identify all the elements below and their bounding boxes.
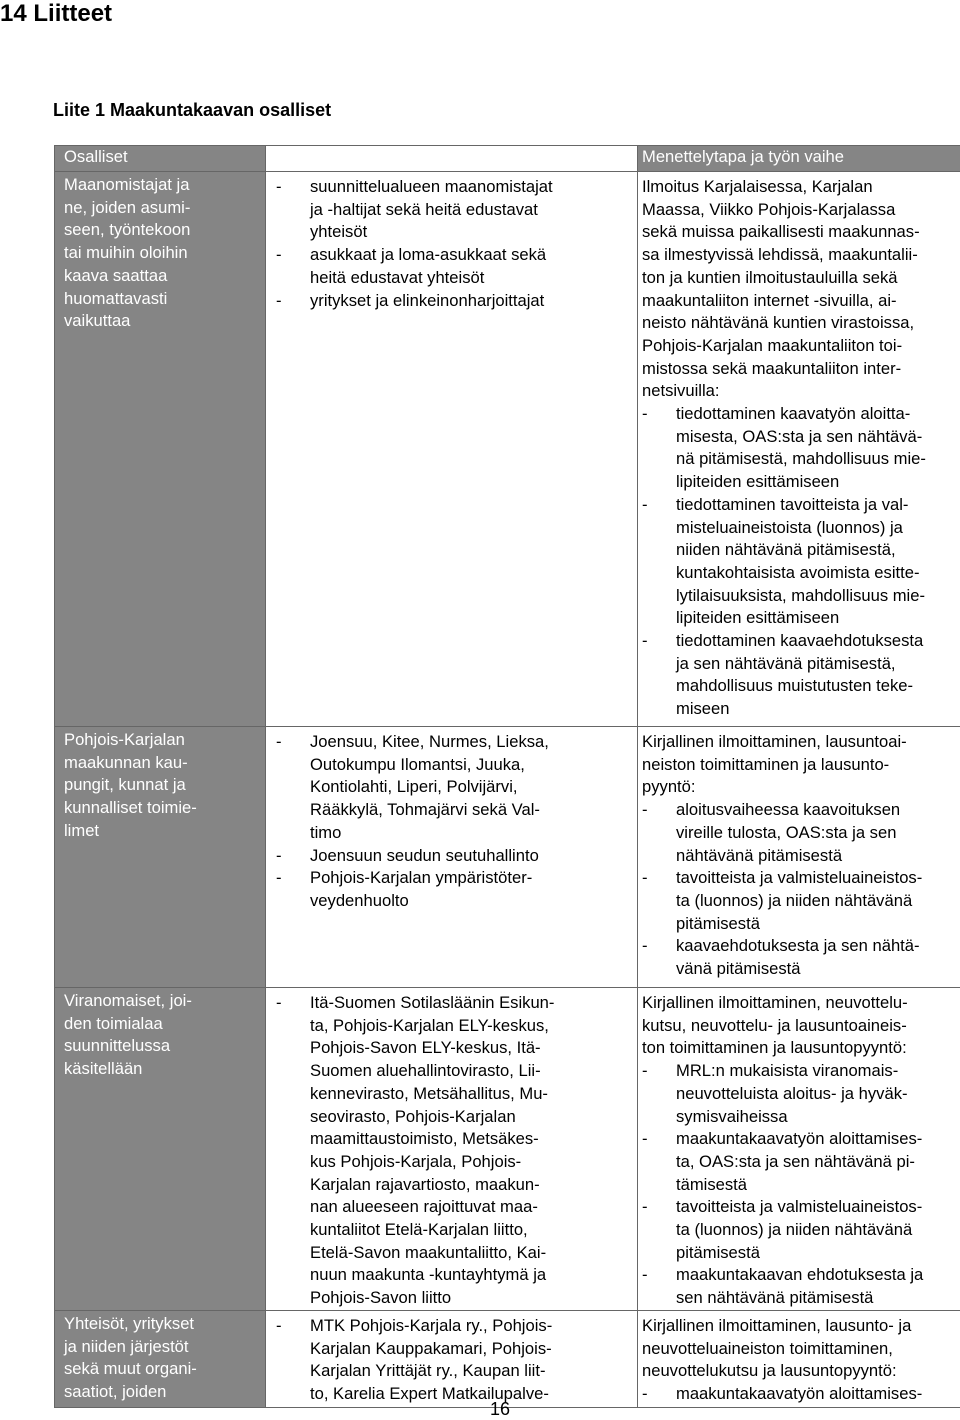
procedure-cell	[638, 727, 960, 988]
table-row	[55, 727, 960, 988]
header-empty-cell	[266, 146, 638, 172]
appendix-title: Liite 1 Maakuntakaavan osalliset	[53, 99, 331, 121]
list-item: - yritykset ja elinkeinonharjoittajat	[276, 290, 633, 313]
parties-cell	[266, 172, 638, 727]
list-item: - tiedottaminen kaavatyön aloitta- misesta, OAS:sta ja sen nähtävä- nä pitämisestä, mahdollisuus mie- lipiteiden esittämiseen	[642, 403, 960, 494]
procedure-intro: Kirjallinen ilmoittaminen, neuvottelu- kutsu, neuvottelu- ja lausuntoaineis- ton toimittaminen ja lausuntopyyntö:	[642, 992, 960, 1060]
stakeholder-table	[54, 145, 960, 1408]
list-item: - suunnittelualueen maanomistajat ja -haltijat sekä heitä edustavat yhteisöt	[276, 176, 633, 244]
list-item: - tavoitteista ja valmisteluaineistos- ta (luonnos) ja niiden nähtävänä pitämisestä	[642, 867, 960, 935]
parties-cell	[266, 727, 638, 988]
list-item: - asukkaat ja loma-asukkaat sekä heitä edustavat yhteisöt	[276, 244, 633, 289]
list-item: - Pohjois-Karjalan ympäristöter- veydenhuolto	[276, 867, 633, 912]
group-cell: Yhteisöt, yritykset ja niiden järjestöt sekä muut organi- saatiot, joiden	[55, 1311, 266, 1408]
list-item: - MRL:n mukaisista viranomais- neuvotteluista aloitus- ja hyväk- symisvaiheissa	[642, 1060, 960, 1128]
list-item: - maakuntakaavatyön aloittamises- ta, OAS:sta ja sen nähtävänä pi- tämisestä	[642, 1128, 960, 1196]
list-item: - tiedottaminen tavoitteista ja val- misteluaineistoista (luonnos) ja niiden nähtävänä pitämisestä, kuntakohtaisista avoimista esitte- lytilaisuuksista, mahdollisuus mie- lipiteiden esittämiseen	[642, 494, 960, 630]
list-item: - kaavaehdotuksesta ja sen nähtä- vänä pitämisestä	[642, 935, 960, 980]
group-cell: Viranomaiset, joi- den toimialaa suunnittelussa käsitellään	[55, 988, 266, 1311]
header-osalliset: Osalliset	[55, 146, 266, 172]
table-row	[55, 1311, 960, 1408]
list-item: - tiedottaminen kaavaehdotuksesta ja sen nähtävänä pitämisestä, mahdollisuus muistutusten teke- miseen	[642, 630, 960, 721]
list-item: - Joensuu, Kitee, Nurmes, Lieksa, Outokumpu Ilomantsi, Juuka, Kontiolahti, Liperi, Polvijärvi, Rääkkylä, Tohmajärvi sekä Val- timo	[276, 731, 633, 845]
procedure-cell	[638, 988, 960, 1311]
header-menettelytapa: Menettelytapa ja työn vaihe	[638, 146, 960, 172]
group-cell: Pohjois-Karjalan maakunnan kau- pungit, kunnat ja kunnalliset toimie- limet	[55, 727, 266, 988]
group-cell: Maanomistajat ja ne, joiden asumi- seen, työntekoon tai muihin oloihin kaava saattaa huomattavasti vaikuttaa	[55, 172, 266, 727]
table-row	[55, 172, 960, 727]
list-item: - tavoitteista ja valmisteluaineistos- ta (luonnos) ja niiden nähtävänä pitämisestä	[642, 1196, 960, 1264]
page-heading: 14 Liitteet	[0, 0, 112, 28]
list-item: - Itä-Suomen Sotilasläänin Esikun- ta, Pohjois-Karjalan ELY-keskus, Pohjois-Savon ELY-keskus, Itä- Suomen aluehallintovirasto, Lii- kennevirasto, Metsähallitus, Mu- seovirasto, Pohjois-Karjalan maamittaustoimisto, Metsäkes- kus Pohjois-Karjala, Pohjois- Karjalan rajavartiosto, maakun- nan alueeseen rajoittuvat maa- kuntaliitot Etelä-Karjalan liitto, Etelä-Savon maakuntaliitto, Kai- nuun maakunta -kuntayhtymä ja Pohjois-Savon liitto	[276, 992, 633, 1310]
parties-cell	[266, 1311, 638, 1408]
page-number: 16	[0, 1398, 960, 1420]
table-row	[55, 988, 960, 1311]
procedure-intro: Ilmoitus Karjalaisessa, Karjalan Maassa, Viikko Pohjois-Karjalassa sekä muissa paikallisesti maakunnas- sa ilmestyvissä lehdissä, maakuntalii- ton ja kuntien ilmoitustauluilla sekä maakuntaliiton internet -sivuilla, ai- neisto nähtävänä kuntien virastoissa, Pohjois-Karjalan maakuntaliiton toi- mistossa sekä maakuntaliiton inter- netsivuilla:	[642, 176, 960, 403]
table-header-row	[55, 146, 960, 172]
list-item: - MTK Pohjois-Karjala ry., Pohjois- Karjalan Kauppakamari, Pohjois- Karjalan Yrittäjät ry., Kaupan liit- to, Karelia Expert Matkailupalve-	[276, 1315, 633, 1406]
list-item: - maakuntakaavan ehdotuksesta ja sen nähtävänä pitämisestä	[642, 1264, 960, 1309]
list-item: - maakuntakaavatyön aloittamises-	[642, 1383, 960, 1406]
parties-cell	[266, 988, 638, 1311]
list-item: - Joensuun seudun seutuhallinto	[276, 845, 633, 868]
procedure-cell	[638, 1311, 960, 1408]
procedure-intro: Kirjallinen ilmoittaminen, lausunto- ja neuvotteluaineiston toimittaminen, neuvottelukutsu ja lausuntopyyntö:	[642, 1315, 960, 1383]
list-item: - aloitusvaiheessa kaavoituksen vireille tulosta, OAS:sta ja sen nähtävänä pitämisestä	[642, 799, 960, 867]
procedure-cell	[638, 172, 960, 727]
procedure-intro: Kirjallinen ilmoittaminen, lausuntoai- neiston toimittaminen ja lausunto- pyyntö:	[642, 731, 960, 799]
